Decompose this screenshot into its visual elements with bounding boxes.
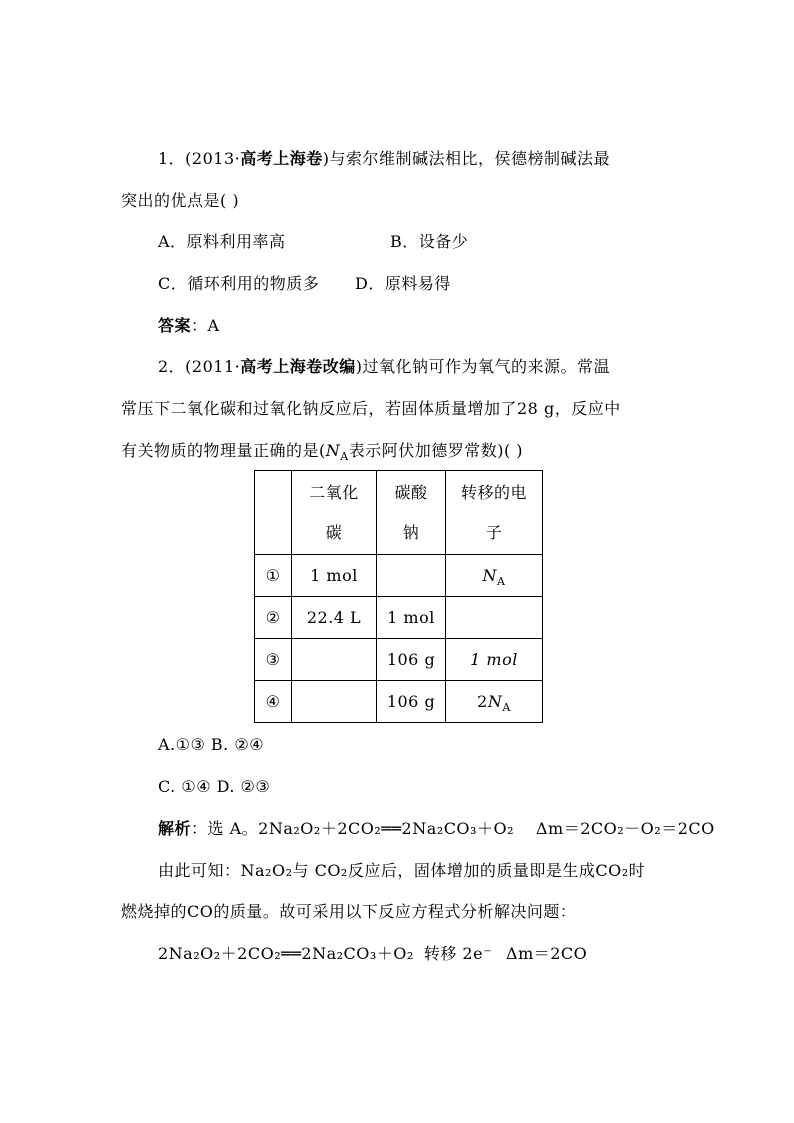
cell-co2 [292, 639, 377, 681]
avogadro-symbol: N [325, 441, 341, 460]
analysis-line1 [158, 818, 715, 840]
table-row [255, 681, 543, 723]
cell-na2co3: 1 mol [377, 597, 446, 639]
analysis-line2: 由此可知：Na₂O₂与 CO₂反应后，固体增加的质量即是生成CO₂时 [158, 861, 646, 880]
cell-na2co3: 106 g [377, 639, 446, 681]
header-co2-l1: 二氧化 [309, 482, 359, 502]
q1-source: 高考上海卷 [240, 149, 323, 168]
cell-co2 [292, 681, 377, 723]
header-electrons-l2: 子 [485, 522, 503, 542]
q2-source: 高考上海卷改编 [240, 357, 356, 376]
electrons-prefix: 2 [477, 692, 488, 711]
analysis-line4 [158, 943, 587, 965]
table-row [255, 555, 543, 597]
q2-line3-post: 表示阿伏加德罗常数)( ) [348, 441, 524, 460]
q1-answer [158, 315, 220, 337]
row-id: ② [255, 597, 292, 639]
q2-dot: · [234, 357, 241, 376]
row-id: ④ [255, 681, 292, 723]
analysis-equation-1: 2Na₂O₂＋2CO₂══2Na₂CO₃＋O₂ [258, 819, 514, 838]
q1-number: 1．(2013 [158, 149, 235, 168]
q2-line1 [158, 356, 610, 378]
table-row [255, 597, 543, 639]
electrons-sub: A [497, 575, 506, 589]
q2-line2: 常压下二氧化碳和过氧化钠反应后，若固体质量增加了28 g，反应中 [121, 399, 621, 418]
q2-data-table [254, 470, 543, 723]
avogadro-subscript: A [340, 450, 349, 464]
q1-option-d: D．原料易得 [355, 274, 451, 293]
electrons-symbol: N [482, 566, 498, 585]
q2-options-cd: C. ①④ D. ②③ [158, 777, 271, 796]
cell-co2: 22.4 L [292, 597, 377, 639]
row-id: ③ [255, 639, 292, 681]
q2-options-ab: A.①③ B. ②④ [158, 735, 265, 754]
analysis-delta-2: Δm＝2CO [506, 944, 588, 963]
cell-electrons [446, 681, 543, 723]
table-row [255, 639, 543, 681]
analysis-equation-2: 2Na₂O₂＋2CO₂══2Na₂CO₃＋O₂ [158, 944, 414, 963]
analysis-transfer: 转移 2e⁻ [423, 944, 493, 963]
row-id: ① [255, 555, 292, 597]
q1-option-a: A．原料利用率高 [158, 232, 286, 251]
electrons-symbol: 1 mol [470, 650, 518, 669]
header-cell-electrons [446, 471, 543, 555]
analysis-choice: ：选 A。 [191, 819, 259, 838]
cell-na2co3: 106 g [377, 681, 446, 723]
header-cell-co2 [292, 471, 377, 555]
answer-value: ：A [191, 316, 220, 335]
q2-line3 [121, 440, 523, 462]
q2-stem-part1: )过氧化钠可作为氧气的来源。常温 [355, 357, 611, 376]
header-na2co3-l2: 钠 [402, 522, 420, 542]
electrons-sub: A [502, 701, 511, 715]
q1-line1 [158, 148, 610, 170]
q1-dot: · [234, 149, 241, 168]
cell-electrons [446, 597, 543, 639]
header-co2-l2: 碳 [325, 522, 343, 542]
cell-electrons [446, 639, 543, 681]
answer-label: 答案 [158, 316, 192, 335]
cell-na2co3 [377, 555, 446, 597]
cell-electrons [446, 555, 543, 597]
header-cell-na2co3 [377, 471, 446, 555]
header-na2co3-l1: 碳酸 [394, 482, 428, 502]
electrons-symbol: N [487, 692, 503, 711]
q1-option-b: B．设备少 [390, 232, 469, 251]
analysis-delta-1: Δm＝2CO₂－O₂＝2CO [536, 819, 715, 838]
analysis-line3: 燃烧掉的CO的质量。故可采用以下反应方程式分析解决问题： [121, 902, 577, 921]
analysis-label: 解析 [158, 819, 192, 838]
cell-co2: 1 mol [292, 555, 377, 597]
header-cell-empty [255, 471, 292, 555]
header-electrons-l1: 转移的电 [460, 482, 527, 502]
table-header-row [255, 471, 543, 555]
q1-stem-part1: )与索尔维制碱法相比，侯德榜制碱法最 [322, 149, 611, 168]
q1-option-c: C．循环利用的物质多 [158, 274, 320, 293]
q2-line3-pre: 有关物质的物理量正确的是( [121, 441, 326, 460]
q2-number: 2．(2011 [158, 357, 235, 376]
q1-line2: 突出的优点是( ) [121, 191, 240, 210]
